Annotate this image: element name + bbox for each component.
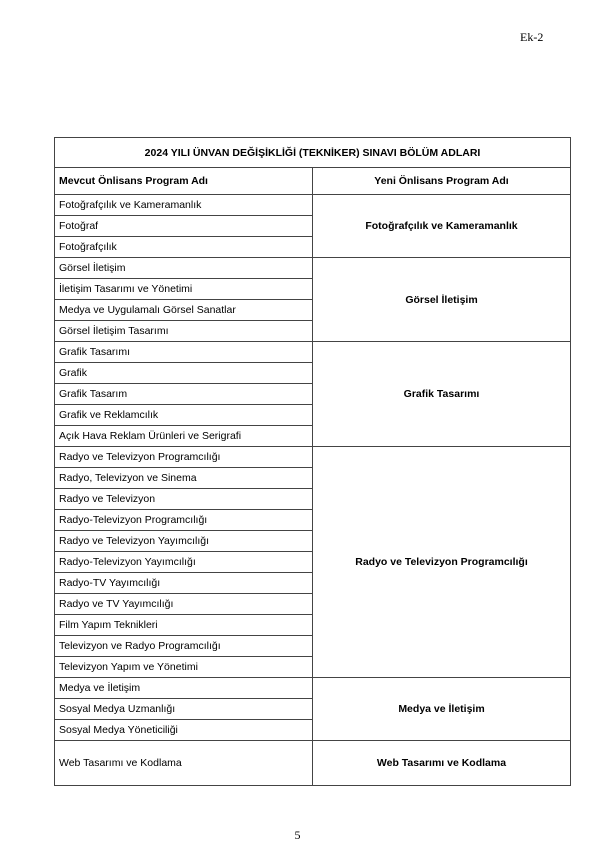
- current-program-cell: Grafik Tasarım: [55, 384, 313, 405]
- table-row: [55, 447, 571, 468]
- current-program-cell: Televizyon Yapım ve Yönetimi: [55, 657, 313, 678]
- table-header-row: [55, 168, 571, 195]
- current-program-cell: Grafik Tasarımı: [55, 342, 313, 363]
- current-program-cell: Radyo-Televizyon Yayımcılığı: [55, 552, 313, 573]
- current-program-cell: Web Tasarımı ve Kodlama: [55, 741, 313, 786]
- current-program-cell: Görsel İletişim Tasarımı: [55, 321, 313, 342]
- current-program-cell: Film Yapım Teknikleri: [55, 615, 313, 636]
- current-program-cell: İletişim Tasarımı ve Yönetimi: [55, 279, 313, 300]
- current-program-cell: Sosyal Medya Yöneticiliği: [55, 720, 313, 741]
- table-title: 2024 YILI ÜNVAN DEĞİŞİKLİĞİ (TEKNİKER) SINAVI BÖLÜM ADLARI: [55, 138, 571, 168]
- current-program-cell: Sosyal Medya Uzmanlığı: [55, 699, 313, 720]
- new-program-cell: Medya ve İletişim: [313, 678, 571, 741]
- program-name-table: [54, 137, 571, 786]
- current-program-cell: Radyo-TV Yayımcılığı: [55, 573, 313, 594]
- current-program-cell: Medya ve İletişim: [55, 678, 313, 699]
- page-label: Ek-2: [520, 30, 544, 44]
- header-new-program: Yeni Önlisans Program Adı: [313, 168, 571, 195]
- current-program-cell: Radyo ve Televizyon: [55, 489, 313, 510]
- table-title-row: [55, 138, 571, 168]
- page-number: 5: [294, 828, 301, 842]
- current-program-cell: Açık Hava Reklam Ürünleri ve Serigrafi: [55, 426, 313, 447]
- current-program-cell: Fotoğraf: [55, 216, 313, 237]
- new-program-cell: Web Tasarımı ve Kodlama: [313, 741, 571, 786]
- header-current-program: Mevcut Önlisans Program Adı: [55, 168, 313, 195]
- current-program-cell: Medya ve Uygulamalı Görsel Sanatlar: [55, 300, 313, 321]
- new-program-cell: Grafik Tasarımı: [313, 342, 571, 447]
- current-program-cell: Fotoğrafçılık ve Kameramanlık: [55, 195, 313, 216]
- current-program-cell: Grafik ve Reklamcılık: [55, 405, 313, 426]
- table-row: [55, 342, 571, 363]
- new-program-cell: Radyo ve Televizyon Programcılığı: [313, 447, 571, 678]
- table-row: [55, 678, 571, 699]
- table-row: [55, 741, 571, 786]
- current-program-cell: Radyo ve Televizyon Programcılığı: [55, 447, 313, 468]
- current-program-cell: Radyo-Televizyon Programcılığı: [55, 510, 313, 531]
- current-program-cell: Grafik: [55, 363, 313, 384]
- new-program-cell: Görsel İletişim: [313, 258, 571, 342]
- current-program-cell: Radyo ve TV Yayımcılığı: [55, 594, 313, 615]
- current-program-cell: Fotoğrafçılık: [55, 237, 313, 258]
- current-program-cell: Görsel İletişim: [55, 258, 313, 279]
- new-program-cell: Fotoğrafçılık ve Kameramanlık: [313, 195, 571, 258]
- current-program-cell: Radyo, Televizyon ve Sinema: [55, 468, 313, 489]
- table-row: [55, 258, 571, 279]
- current-program-cell: Radyo ve Televizyon Yayımcılığı: [55, 531, 313, 552]
- table-row: [55, 195, 571, 216]
- current-program-cell: Televizyon ve Radyo Programcılığı: [55, 636, 313, 657]
